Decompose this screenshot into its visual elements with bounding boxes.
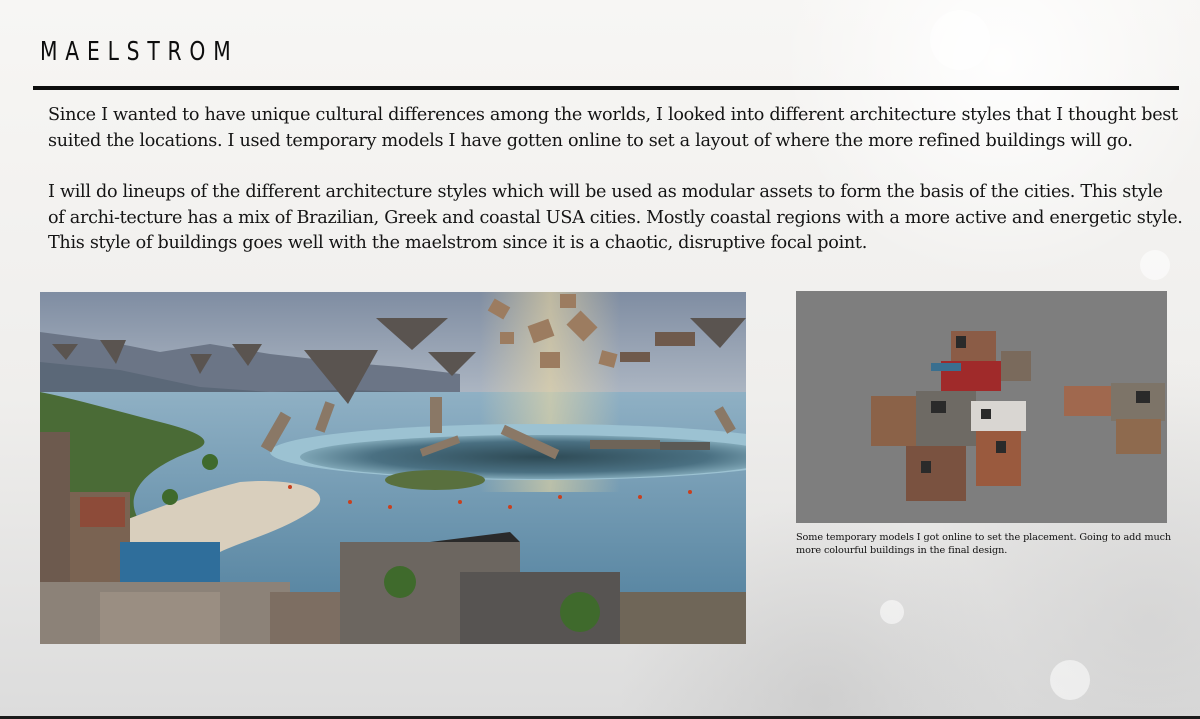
maelstrom-scene-render bbox=[40, 292, 746, 644]
title-divider bbox=[33, 86, 1179, 90]
architecture-paragraph: I will do lineups of the different architecture styles which will be used as modular assets to form the basis of the cities. This style of archi-tecture has a mix of Brazilian, Greek and coastal USA cities. Mostly coastal regions with a more active and energetic style. This style of buildings goes well with the maelstrom since it is a chaotic, disruptive focal point. bbox=[48, 182, 1183, 253]
bokeh-light bbox=[880, 600, 904, 624]
thumbnail-caption: Some temporary models I got online to set the placement. Going to add much more colourful buildings in the final design. bbox=[796, 532, 1172, 556]
bokeh-light bbox=[1050, 660, 1090, 700]
intro-paragraph: Since I wanted to have unique cultural differences among the worlds, I looked into different architecture styles that I thought best suited the locations. I used temporary models I have gotten online to set a layout of where the more refined buildings will go. bbox=[48, 105, 1178, 151]
temporary-models-render bbox=[796, 291, 1167, 523]
bokeh-light bbox=[930, 10, 990, 70]
page-title: MAELSTROM bbox=[40, 37, 239, 67]
